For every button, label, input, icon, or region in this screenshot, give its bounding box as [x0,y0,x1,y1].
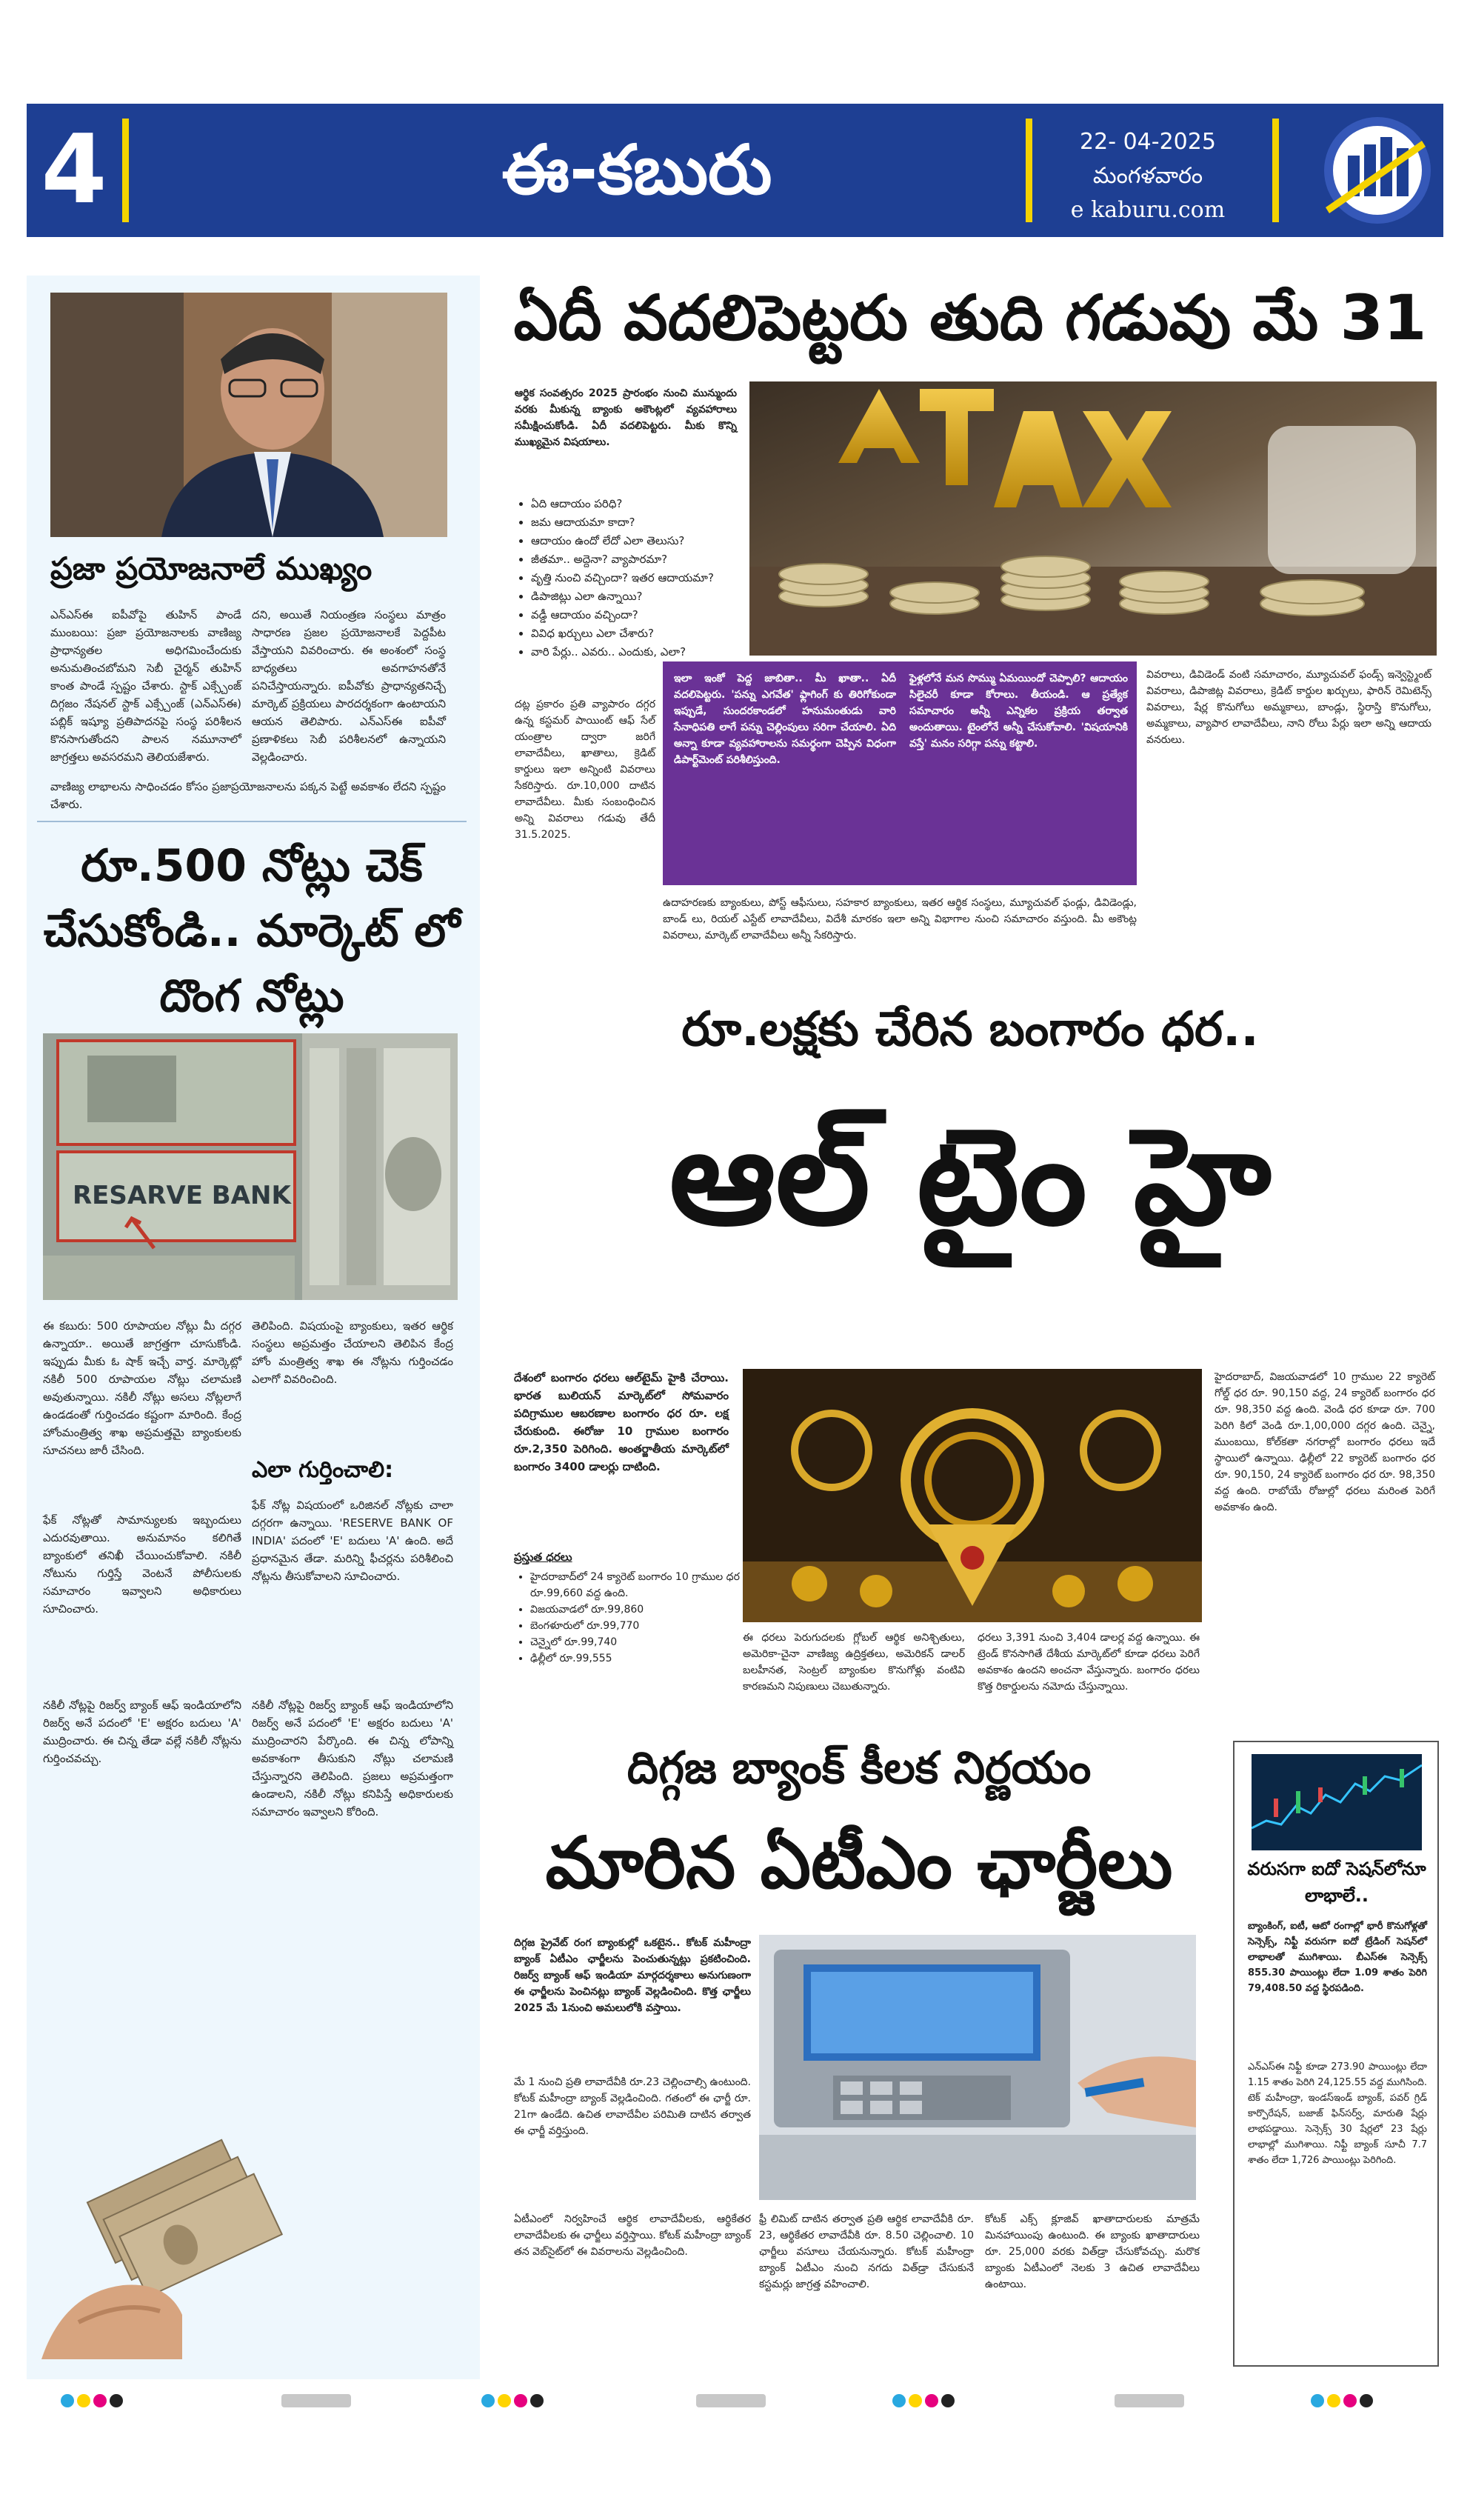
print-color-bar [696,2394,766,2409]
subheading-how-to-identify: ఎలా గుర్తించాలి: [252,1457,394,1483]
question-list [515,495,753,661]
list-item: • బెంగళూరులో రూ.99,770 [530,1618,749,1634]
list-item: • వృత్తి నుంచి వచ్చిందా? ఇతర ఆదాయమా? [531,569,753,587]
list-item: • వివిధ ఖర్చులు ఎలా చేశారు? [531,624,753,643]
issue-date: 22- 04-2025 [1080,129,1216,155]
brand-title: ఈ-కబురు [501,130,772,210]
article-text: దట్ల ప్రకారం ప్రతి వ్యాపారం దగ్గర ఉన్న కస్టమర్ పాయింట్ ఆఫ్ సేల్ యంత్రాల ద్వారా జరిగే లావాదేవీలు, ఖాతాలు, క్రెడిట్ కార్డులు ఇలా అన్నింటి వివరాలు సేకరిస్తారు. రూ.10,000 దాటిన లావాదేవీలు. మీకు సంబంధించిన అన్ని వివరాలు గడువు తేదీ 31.5.2025. [515,699,655,841]
print-color-marks [481,2394,547,2409]
building-logo-icon [1311,111,1437,230]
divider [37,821,467,822]
print-color-marks [61,2394,126,2409]
list-item: • ఢిల్లీలో రూ.99,555 [530,1650,749,1667]
article-text: ఏటీఎంలో నిర్వహించే ఆర్థిక లావాదేవీలకు, ఆర్థికేతర లావాదేవీలకు ఈ ఛార్జీలు వర్తిస్తాయి. కోటక్ మహీంద్రా బ్యాంక్ తన వెబ్‌సైట్‌లో ఈ వివరాలను వెల్లడించింది. [514,2213,751,2258]
atm-machine-photo [759,1935,1196,2200]
headline-atm-charges: మారిన ఏటీఎం ఛార్జీలు [545,1821,1173,1904]
article-text: ఫేక్ నోట్ల విషయంలో ఒరిజినల్ నోట్లకు చాలా దగ్గరగా ఉన్నాయి. 'RESERVE BANK OF INDIA' పదంలో 'E' బదులు 'A' ఉంది. అదే ప్రధానమైన తేడా. మరిన్ని ఫీచర్లను పరిశీలించి నోట్లను తీసుకోవాలని సూచించారు. [252,1499,453,1583]
list-item: • జీతమా.. అద్దెనా? వ్యాపారమా? [531,550,753,569]
highlight-text: ఫైళ్లలోనే మన సొమ్ము ఏమయిందో చెప్పాలి? ఆదాయం సిలైచరీ కూడా కోరాలు. తీయండి. ఆ ప్రత్యేక సమాచారం అన్నీ ఎన్నికల ప్రక్రియ తర్వాత అందుతాయి. టైంలోనే అన్నీ చేసుకోవాలి. 'విషయానికి వస్తే' మనం సరిగ్గా పన్ను కట్టాలి. [909,673,1128,750]
article-text: నకిలీ నోట్లపై రిజర్వ్ బ్యాంక్ ఆఫ్ ఇండియాలోని రిజర్వ్ అనే పదంలో 'E' అక్షరం బదులు 'A' ముద్రించారని పేర్కొంది. ఈ చిన్న లోపాన్ని అవకాశంగా తీసుకుని నోట్లు చలామణి చేస్తున్నారని తెలిపింది. ప్రజలు అప్రమత్తంగా ఉండాలని, నకిలీ నోట్లు కనిపిస్తే అధికారులకు సమాచారం ఇవ్వాలని కోరింది. [252,1699,453,1819]
divider [1272,119,1279,222]
article-text: హైదరాబాద్, విజయవాడలో 10 గ్రాముల 22 క్యారెట్ గోల్డ్ ధర రూ. 90,150 వద్ద, 24 క్యారెట్ బంగారం ధర రూ. 98,350 వద్ద ఉంది. వెండి ధర కూడా రూ. 700 పెరిగి కిలో వెండి రూ.1,00,000 దగ్గర ఉంది. చెన్నై, ముంబయి, కోల్‌కతా నగరాల్లో బంగారం ధరలు ఇదే స్థాయిలో ఉన్నాయి. ఢిల్లీలో 22 క్యారెట్ బంగారం ధర రూ. 90,150, 24 క్యారెట్ బంగారం ధర రూ. 98,350 వద్ద ఉంది. రాబోయే రోజుల్లో ధరలు మరింత పెరిగే అవకాశం ఉంది. [1215,1371,1435,1513]
headline-gold-lakh: రూ.లక్షకు చేరిన బంగారం ధర.. [681,1002,1259,1057]
sidebar-title: వరుసగా ఐదో సెషన్‌లోనూ లాభాలే.. [1247,1859,1426,1906]
headline-all-time-high: ఆల్ టైం హై [669,1100,1272,1255]
headline-bank-decision: దిగ్గజ బ్యాంక్ కీలక నిర్ణయం [627,1742,1092,1794]
article-text: వివరాలు, డివిడెండ్ వంటి సమాచారం, మ్యూచువల్ ఫండ్స్ ఇన్వెస్ట్మెంట్ వివరాలు, డిపాజిట్ల వివరాలు, క్రెడిట్ కార్డుల ఖర్చులు, ఫారిన్ రెమిటెన్స్ వివరాలు, షేర్ల కొనుగోలు అమ్మకాలు, బాండ్లు, స్థిరాస్తి కొనుగోలు, అమ్మకాలు, వ్యాపార లావాదేవీలు, నాని రోలు పేర్లు ఇలా అన్ని ఆదాయ వనరులు. [1146,669,1431,746]
article-text: దని, అయితే నియంత్రణ సంస్థలు మాత్రం సాధారణ ప్రజల ప్రయోజనాలకే పెద్దపీట వేస్తాయని వివరించారు. ఈ అంశంలో సంస్థ బాధ్యతలు అవగాహనతోనే పనిచేస్తాయన్నారు. ఐపీవోకు ప్రాధాన్యతనిచ్చే మార్కెట్ ప్రక్రియలు పారదర్శకంగా ఉంటాయని ఆయన తెలిపారు. ఎన్ఎస్ఈ ఐపీవో ప్రణాళికలు సెబీ పరిశీలనలో ఉన్నాయని వెల్లడించారు. [252,608,446,764]
list-item: • విజయవాడలో రూ.99,860 [530,1601,749,1618]
gold-jewellery-photo [743,1369,1202,1622]
print-color-bar [1115,2394,1184,2409]
headline-fake-notes: రూ.500 నోట్లు చెక్ చేసుకోండి.. మార్కెట్ లో దొంగ నోట్లు [43,840,461,1022]
issue-day: మంగళవారం [1092,163,1203,189]
headline-public-interest: ప్రజా ప్రయోజనాలే ముఖ్యం [50,550,372,587]
article-text: ధరలు 3,391 నుంచి 3,404 డాలర్ల వద్ద ఉన్నాయి. ఈ ట్రెండ్ కొనసాగితే దేశీయ మార్కెట్‌లో కూడా ధరలు పెరిగే అవకాశం ఉందని అంచనా వేస్తున్నారు. బంగారం ధరలు కొత్త రికార్డులను నమోదు చేస్తున్నాయి. [978,1632,1200,1693]
currency-note-photo [43,1033,458,1300]
article-text: వాణిజ్య లాభాలను సాధించడం కోసం ప్రజాప్రయోజనాలను పక్కన పెట్టే అవకాశం లేదని స్పష్టం చేశారు. [50,780,446,811]
list-item: • వారి పేర్లు.. ఎవరు.. ఎందుకు, ఎలా? [531,643,753,661]
highlight-text: ఇలా ఇంకో పెద్ద జాబితా.. మీ ఖాతా.. ఏదీ వదలిపెట్టరు. 'పన్ను ఎగవేత' ఫ్లాగింగ్ కు తిరిగోకుండా ఇప్పుడే, సుందరకాండలో హనుమంతుడు వారి సేనాధిపతి లాగే పన్ను చెల్లింపులు సరిగా చేయాలి. ఏది అన్నా కూడా వ్యవహారాలను సమర్థంగా చెప్పిన విధంగా డిపార్ట్‌మెంట్ పరిశీలిస్తుంది. [674,673,896,766]
article-lead: దేశంలో బంగారం ధరలు ఆల్‌టైమ్ హైకి చేరాయి. భారత బులియన్ మార్కెట్‌లో సోమవారం పదిగ్రాముల ఆబరణాల బంగారం ధర రూ. లక్ష చేరుకుంది. ఈరోజు 10 గ్రాముల బంగారం రూ.2,350 పెరిగింది. అంతర్జాతీయ మార్కెట్‌లో బంగారం 3400 డాలర్లు దాటింది. [514,1371,729,1473]
headline-tax-deadline: ఏదీ వదలిపెట్టరు తుది గడువు మే 31 [513,281,1427,354]
sidebar-text: ఎన్ఎస్ఈ నిఫ్టీ కూడా 273.90 పాయింట్లు లేదా 1.15 శాతం పెరిగి 24,125.55 వద్ద ముగిసింది. టెక్ మహీంద్రా, ఇండస్‌ఇండ్ బ్యాంక్, పవర్ గ్రిడ్ కార్పొరేషన్, బజాజ్ ఫిన్‌సర్వ్, మారుతి షేర్లు లాభపడ్డాయి. సెన్సెక్స్ 30 షేర్లలో 23 షేర్లు లాభాల్లో ముగిశాయి. నిఫ్టీ బ్యాంక్ సూచీ 7.7 శాతం లేదా 1,726 పాయింట్లు పెరిగింది. [1248,2061,1427,2166]
person-photo [50,293,447,537]
article-text: ఫ్రీ లిమిట్ దాటిన తర్వాత ప్రతి ఆర్థిక లావాదేవీకి రూ. 23, ఆర్థికేతర లావాదేవీకి రూ. 8.50 చెల్లించాలి. 10 ఛార్జీలు వసూలు చేయనున్నారు. కోటక్ మహీంద్రా బ్యాంక్ ఏటీఎం నుంచి నగదు విత్‌డ్రా చేసుకునే కస్టమర్లు జాగ్రత్త వహించాలి. [759,2213,974,2290]
print-color-marks [1311,2394,1376,2409]
list-item: • ఏది ఆదాయం పరిధి? [531,495,753,513]
list-item: • హైదరాబాద్‌లో 24 క్యారెట్ బంగారం 10 గ్రాముల ధర రూ.99,660 వద్ద ఉంది. [530,1569,749,1601]
article-text: మే 1 నుంచి ప్రతి లావాదేవీకి రూ.23 చెల్లించాల్సి ఉంటుంది. కోటక్ మహీంద్రా బ్యాంక్ వెల్లడించింది. గతంలో ఈ ఛార్జీ రూ. 21గా ఉండేది. ఉచిత లావాదేవీల పరిమితి దాటిన తర్వాత ఈ ఛార్జీ వర్తిస్తుంది. [514,2076,751,2137]
website-link[interactable]: e kaburu.com [1070,197,1226,223]
article-text: ఈ కబురు: 500 రూపాయల నోట్లు మీ దగ్గర ఉన్నాయా.. అయితే జాగ్రత్తగా చూసుకోండి. ఇప్పుడు మీకు ఓ షాక్ ఇచ్చే వార్త. మార్కెట్లో నకిలీ 500 రూపాయల నోట్లు చలామణి అవుతున్నాయి. నకిలీ నోట్లు అసలు నోట్లలాగే ఉండడంతో గుర్తించడం కష్టంగా మారింది. కేంద్ర హోంమంత్రిత్వ శాఖ అప్రమత్తమై బ్యాంకులకు సూచనలు జారీ చేసింది. [43,1319,241,1457]
tax-blocks-photo [749,381,1437,656]
list-item: • వడ్డీ ఆదాయం వచ్చిందా? [531,606,753,624]
article-text: ఫేక్ నోట్లతో సామాన్యులకు ఇబ్బందులు ఎదురవుతాయి. అనుమానం కలిగితే బ్యాంకులో తనిఖీ చేయించుకోవాలి. నకిలీ నోటును గుర్తిస్తే వెంటనే పోలీసులకు సమాచారం ఇవ్వాలని అధికారులు సూచించారు. [43,1513,241,1616]
prices-heading: ప్రస్తుత ధరలు [514,1550,572,1564]
article-text: ఎన్ఎస్ఈ ఐపీవోపై తుహిన్ పాండే ముంబయి: ప్రజా ప్రయోజనాలకు వాణిజ్య ప్రాధాన్యతల అధిగమించేందుకు అనుమతించబోమని సెబీ చైర్మన్ తుహిన్ కాంత పాండే స్పష్టం చేశారు. స్టాక్ ఎక్స్చేంజ్ దిగ్గజం నేషనల్ స్టాక్ ఎక్స్చేంజ్ (ఎన్ఎస్ఈ) పబ్లిక్ ఇష్యూ ప్రతిపాదనపై సంస్థ పరిశీలన కొనసాగుతోందని పాలన నమూనాలో జాగ్రత్తలు అవసరమని తెలియజేశారు. [50,608,241,764]
list-item: • జమ ఆదాయమా కాదా? [531,513,753,532]
hand-with-cash-photo [34,2137,330,2359]
article-text: కోటక్ ఎక్స్ క్లూజివ్ ఖాతాదారులకు మాత్రమే మినహాయింపు ఉంటుంది. ఈ బ్యాంకు ఖాతాదారులు రూ. 25,000 వరకు విత్‌డ్రా చేసుకోవచ్చు. మరొక బ్యాంకు ఏటీఎంలో నెలకు 3 ఉచిత లావాదేవీలు ఉంటాయి. [985,2213,1200,2290]
list-item: • డిపాజిట్లు ఎలా ఉన్నాయి? [531,587,753,606]
divider [122,119,129,222]
divider [1026,119,1032,222]
article-text: ఈ ధరలు పెరుగుదలకు గ్లోబల్ ఆర్థిక అనిశ్చితులు, అమెరికా-చైనా వాణిజ్య ఉద్రిక్తతలు, అమెరికన్ డాలర్ బలహీనత, సెంట్రల్ బ్యాంకుల కొనుగోళ్లు వంటివి కారణమని నిపుణులు చెబుతున్నారు. [743,1632,965,1693]
price-list [514,1569,749,1667]
article-intro: ఆర్థిక సంవత్సరం 2025 ప్రారంభం నుంచి మున్ముందు వరకు మీకున్న బ్యాంకు అకౌంట్లలో వ్యవహారాలు సమీక్షించుకోండి. ఏదీ వదలిపెట్టరు. మీకు కొన్ని ముఖ్యమైన విషయాలు. [515,387,737,448]
note-text: RESARVE BANK [73,1181,291,1210]
list-item: • ఆదాయం ఉందో లేదో ఎలా తెలుసు? [531,532,753,550]
stock-chart-photo [1252,1754,1422,1850]
page-number: 4 [41,115,107,225]
article-text: ఉదాహరణకు బ్యాంకులు, పోస్ట్ ఆఫీసులు, సహకార బ్యాంకులు, ఇతర ఆర్థిక సంస్థలు, మ్యూచువల్ ఫండ్లు, డివిడెండ్లు, బాండ్ లు, రియల్ ఎస్టేట్ లావాదేవీలు, విదేశీ మారకం ఇలా అన్ని విభాగాల నుంచి సమాచారం వస్తుంది. మీ అకౌంట్ల వివరాలు, మార్కెట్ లావాదేవీలు అన్నీ సేకరిస్తారు. [663,897,1137,941]
sidebar-lead: బ్యాంకింగ్, ఐటీ, ఆటో రంగాల్లో భారీ కొనుగోళ్లతో సెన్సెక్స్, నిఫ్టీ వరుసగా ఐదో ట్రేడింగ్ సెషన్‌లో లాభాలతో ముగిశాయి. బీఎస్ఈ సెన్సెక్స్ 855.30 పాయింట్లు లేదా 1.09 శాతం పెరిగి 79,408.50 వద్ద స్థిరపడింది. [1248,1921,1427,1994]
list-item: • చెన్నైలో రూ.99,740 [530,1634,749,1650]
article-text: నకిలీ నోట్లపై రిజర్వ్ బ్యాంక్ ఆఫ్ ఇండియాలోని రిజర్వ్ అనే పదంలో 'E' అక్షరం బదులు 'A' ముద్రించారు. ఈ చిన్న తేడా వల్లే నకిలీ నోట్లను గుర్తించవచ్చు. [43,1699,241,1765]
article-text: తెలిపింది. విషయంపై బ్యాంకులు, ఇతర ఆర్థిక సంస్థలు అప్రమత్తం చేయాలని తెలిపిన కేంద్ర హోం మంత్రిత్వ శాఖ ఈ నోట్లను గుర్తించడం ఎలాగో వివరించింది. [252,1319,453,1386]
article-lead: దిగ్గజ ప్రైవేట్ రంగ బ్యాంకుల్లో ఒకటైన.. కోటక్ మహీంద్రా బ్యాంక్ ఏటీఎం ఛార్జీలను పెంచుతున్నట్లు ప్రకటించింది. రిజర్వ్ బ్యాంక్ ఆఫ్ ఇండియా మార్గదర్శకాలు అనుగుణంగా ఈ ఛార్జీలను పెంచినట్లు బ్యాంక్ వెల్లడించింది. కొత్త ఛార్జీలు 2025 మే 1నుంచి అమలులోకి వస్తాయి. [514,1937,751,2014]
print-color-bar [281,2394,351,2409]
print-color-marks [892,2394,958,2409]
